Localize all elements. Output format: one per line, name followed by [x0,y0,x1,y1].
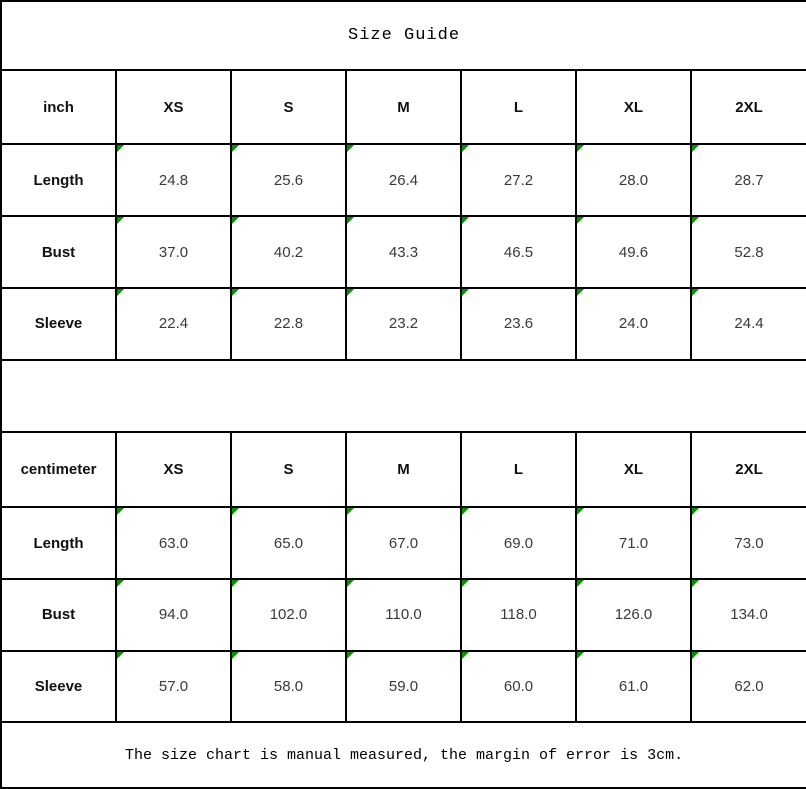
cell-flag-icon [462,289,469,296]
cell-value: 102.0 [269,606,308,624]
cell-value: 25.6 [273,171,304,189]
cell-value: 24.4 [734,315,764,333]
spacer-row [1,360,806,433]
cm-header-row [1,432,806,507]
value-cell [576,579,691,651]
cell-flag-icon [347,145,354,152]
inch-sleeve-row [1,288,806,360]
cell-value: 28.0 [618,171,649,189]
cell-flag-icon [117,289,124,296]
cell-value: 62.0 [734,677,764,695]
cell-flag-icon [232,145,239,152]
value-cell [461,144,576,216]
value-cell [346,144,461,216]
value-cell [231,507,346,579]
cell-flag-icon [692,652,699,659]
cell-flag-icon [117,508,124,515]
value-cell [346,651,461,723]
size-header-2xl: 2XL [691,432,806,507]
cell-flag-icon [117,652,124,659]
cell-value: 22.4 [158,315,189,333]
value-cell [346,288,461,360]
size-header-xs: XS [116,70,231,145]
cell-flag-icon [577,580,584,587]
value-cell [346,216,461,288]
value-cell [231,216,346,288]
size-header-xs: XS [116,432,231,507]
cell-flag-icon [232,508,239,515]
value-cell [116,216,231,288]
cell-flag-icon [692,508,699,515]
cell-value: 94.0 [158,606,189,624]
value-cell [231,651,346,723]
cell-flag-icon [692,289,699,296]
page-title: Size Guide [348,25,461,45]
cell-flag-icon [577,289,584,296]
value-cell [691,651,806,723]
cell-value: 22.8 [273,315,304,333]
size-header-xl: XL [576,70,691,145]
cell-value: 71.0 [618,534,649,552]
cell-value: 59.0 [388,677,419,695]
cell-value: 134.0 [730,606,768,624]
cell-flag-icon [347,217,354,224]
title-cell [1,1,806,70]
cell-value: 73.0 [734,534,764,552]
row-label-sleeve: Sleeve [1,288,116,360]
value-cell [116,288,231,360]
cell-value: 58.0 [273,677,304,695]
value-cell [116,579,231,651]
value-cell [231,288,346,360]
size-header-s: S [231,70,346,145]
cell-flag-icon [347,580,354,587]
size-header-s: S [231,432,346,507]
size-header-2xl: 2XL [691,70,806,145]
cell-value: 126.0 [614,606,653,624]
value-cell [576,144,691,216]
value-cell [461,579,576,651]
cell-value: 27.2 [503,171,534,189]
size-header-l: L [461,70,576,145]
value-cell [231,579,346,651]
cell-flag-icon [347,652,354,659]
cell-value: 67.0 [388,534,419,552]
cell-value: 28.7 [734,171,764,189]
cell-value: 60.0 [503,677,534,695]
cell-value: 24.0 [618,315,649,333]
cell-flag-icon [462,652,469,659]
cell-flag-icon [577,508,584,515]
cell-value: 63.0 [158,534,189,552]
cell-flag-icon [577,652,584,659]
cell-value: 110.0 [385,606,422,624]
cell-flag-icon [347,508,354,515]
cell-flag-icon [692,217,699,224]
size-header-xl: XL [576,432,691,507]
cm-bust-row [1,579,806,651]
value-cell [116,651,231,723]
footer-row [1,722,806,788]
cell-value: 43.3 [388,243,419,261]
cell-flag-icon [462,145,469,152]
inch-bust-row [1,216,806,288]
value-cell [116,144,231,216]
cell-flag-icon [232,580,239,587]
size-header-m: M [346,70,461,145]
cell-value: 52.8 [734,243,764,261]
cell-flag-icon [232,652,239,659]
cm-length-row [1,507,806,579]
cell-flag-icon [462,508,469,515]
value-cell [231,144,346,216]
title-row [1,1,806,70]
value-cell [461,288,576,360]
value-cell [576,288,691,360]
size-header-m: M [346,432,461,507]
cell-value: 46.5 [503,243,534,261]
cell-flag-icon [117,217,124,224]
footer-note: The size chart is manual measured, the margin of error is 3cm. [1,722,806,788]
value-cell [691,144,806,216]
cell-value: 118.0 [500,606,537,624]
cell-flag-icon [462,217,469,224]
value-cell [576,507,691,579]
cell-flag-icon [117,145,124,152]
cell-value: 61.0 [618,677,649,695]
row-label-sleeve: Sleeve [1,651,116,723]
unit-label-centimeter: centimeter [1,432,116,507]
size-header-l: L [461,432,576,507]
cell-flag-icon [462,580,469,587]
cell-flag-icon [117,580,124,587]
value-cell [691,507,806,579]
cm-sleeve-row [1,651,806,723]
value-cell [576,651,691,723]
value-cell [691,579,806,651]
value-cell [691,288,806,360]
value-cell [346,507,461,579]
row-label-length: Length [1,507,116,579]
cell-value: 23.6 [503,315,534,333]
value-cell [346,579,461,651]
value-cell [461,216,576,288]
cell-value: 49.6 [618,243,649,261]
cell-value: 40.2 [273,243,304,261]
unit-label-inch: inch [1,70,116,145]
row-label-bust: Bust [1,216,116,288]
cell-flag-icon [347,289,354,296]
value-cell [691,216,806,288]
cell-flag-icon [232,217,239,224]
cell-value: 65.0 [273,534,304,552]
cell-flag-icon [577,145,584,152]
cell-value: 26.4 [388,171,419,189]
value-cell [461,507,576,579]
cell-flag-icon [692,145,699,152]
cell-value: 69.0 [503,534,534,552]
value-cell [461,651,576,723]
spacer-cell [1,360,806,433]
value-cell [576,216,691,288]
cell-value: 23.2 [388,315,419,333]
cell-flag-icon [692,580,699,587]
cell-value: 24.8 [158,171,189,189]
cell-flag-icon [232,289,239,296]
cell-value: 57.0 [158,677,189,695]
value-cell [116,507,231,579]
row-label-length: Length [1,144,116,216]
inch-length-row [1,144,806,216]
cell-value: 37.0 [158,243,189,261]
row-label-bust: Bust [1,579,116,651]
inch-header-row [1,70,806,145]
cell-flag-icon [577,217,584,224]
